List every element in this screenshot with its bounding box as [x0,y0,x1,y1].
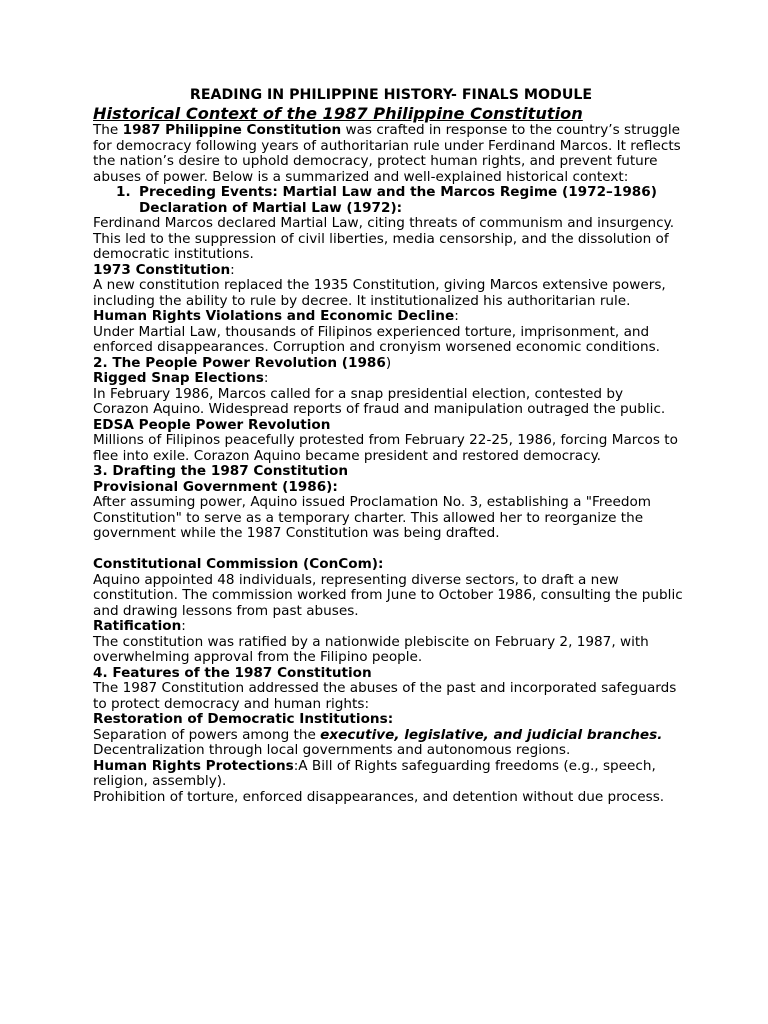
section-3-sub2-heading-text: Constitutional Commission (ConCom): [93,556,384,572]
section-3-sub1-heading [93,480,683,496]
section-1-sub2-heading-text: 1973 Constitution [93,261,231,278]
section-3-heading-text: 3. Drafting the 1987 Constitution [93,463,349,479]
intro-paragraph [93,123,683,185]
section-4-sub2 [93,759,683,790]
blank-line [93,542,683,558]
document-subtitle: Historical Context of the 1987 Philippine Constitution [93,104,583,123]
section-1-sub2-text: A new constitution replaced the 1935 Constitution, giving Marcos extensive powers, including the ability to rule by decree. It institutionalized his authoritarian rule. [93,277,666,309]
section-4-sub2-text2: Prohibition of torture, enforced disappearances, and detention without due process. [93,788,665,805]
section-2-sub2-heading-text: EDSA People Power Revolution [93,416,331,433]
section-4-sub1-heading-text: Restoration of Democratic Institutions: [93,711,394,727]
section-2-sub1-text: In February 1986, Marcos called for a snap presidential election, contested by Corazon Aquino. Widespread reports of fraud and manipulation outraged the public. [93,385,666,417]
section-4-heading [93,666,683,682]
section-4-sub1-heading [93,712,683,728]
section-1-sub1-heading-text: Declaration of Martial Law (1972): [139,199,403,216]
intro-pre: The [93,122,123,138]
section-2-sub1-colon: : [263,370,269,386]
section-2-sub1-heading-text: Rigged Snap Elections [93,370,264,386]
section-2-sub2-text: Millions of Filipinos peacefully protested from February 22-25, 1986, forcing Marcos to flee into exile. Corazon Aquino became president and restored democracy. [93,432,678,464]
section-4-sub1-text [93,728,683,744]
section-1-sub2-heading [93,263,683,279]
section-2-sub2-heading [93,418,683,434]
section-3-sub3-colon: : [181,618,186,634]
section-4-sub2-heading-text: Human Rights Protections [93,757,294,774]
section-4-heading-text: 4. Features of the 1987 Constitution [93,664,372,681]
section-2-sub1-heading [93,371,683,387]
section-3-sub3-text: The constitution was ratified by a nationwide plebiscite on February 2, 1987, with overwhelming approval from the Filipino people. [93,633,649,665]
document-title: READING IN PHILIPPINE HISTORY- FINALS MODULE [189,87,593,103]
section-4-sub1-text-emphasis: executive, legislative, and judicial branches. [320,726,663,743]
section-2-heading-close: ) [385,354,392,371]
section-1-sub3-colon: : [454,308,459,324]
section-1-sub1-heading [93,201,683,217]
section-3-sub2-text: Aquino appointed 48 individuals, representing diverse sectors, to draft a new constitution. The commission worked from June to October 1986, consulting the public and drawing lessons from past abuses. [93,571,683,619]
document-page [93,86,683,805]
section-1-sub3-text: Under Martial Law, thousands of Filipinos experienced torture, imprisonment, and enforced disappearances. Corruption and cronyism worsened economic conditions. [93,323,660,355]
intro-post: was crafted in response to the country’s struggle for democracy following years of authoritarian rule under Ferdinand Marcos. It reflects the nation’s desire to uphold democracy, protect human rights, and prevent future abuses of power. Below is a summarized and well-explained historical context: [93,122,681,185]
section-4-intro: The 1987 Constitution addressed the abuses of the past and incorporated safeguards to protect democracy and human rights: [93,680,677,712]
section-2-heading-text: 2. The People Power Revolution (1986 [93,354,386,371]
section-1-sub2-colon: : [230,261,235,278]
section-3-sub3-heading [93,619,683,635]
section-1-sub3-heading [93,309,683,325]
section-2-heading [93,356,683,372]
section-1-heading-text: Preceding Events: Martial Law and the Marcos Regime (1972–1986) [139,184,657,200]
section-3-sub1-text: After assuming power, Aquino issued Proclamation No. 3, establishing a "Freedom Constitution" to serve as a temporary charter. This allowed her to reorganize the government while the 1987 Constitution was being drafted. [93,494,652,541]
section-3-sub3-heading-text: Ratification [93,618,182,634]
section-1-sub1-text: Ferdinand Marcos declared Martial Law, citing threats of communism and insurgency. This led to the suppression of civil liberties, media censorship, and the dissolution of democratic institutions. [93,215,675,262]
section-3-sub2-heading [93,557,683,573]
section-3-heading [93,464,683,480]
section-4-sub1-text-pre: Separation of powers among the [93,726,321,743]
section-1-heading [93,185,683,201]
intro-bold: 1987 Philippine Constitution [122,122,342,138]
section-4-sub2-text: :A Bill of Rights safeguarding freedoms (e.g., speech, religion, assembly). [93,757,656,789]
section-4-sub1-text2: Decentralization through local governments and autonomous regions. [93,742,571,758]
section-1-sub3-heading-text: Human Rights Violations and Economic Decline [93,308,455,324]
section-3-sub1-heading-text: Provisional Government (1986): [93,478,338,495]
section-1-number: 1. [116,184,131,200]
